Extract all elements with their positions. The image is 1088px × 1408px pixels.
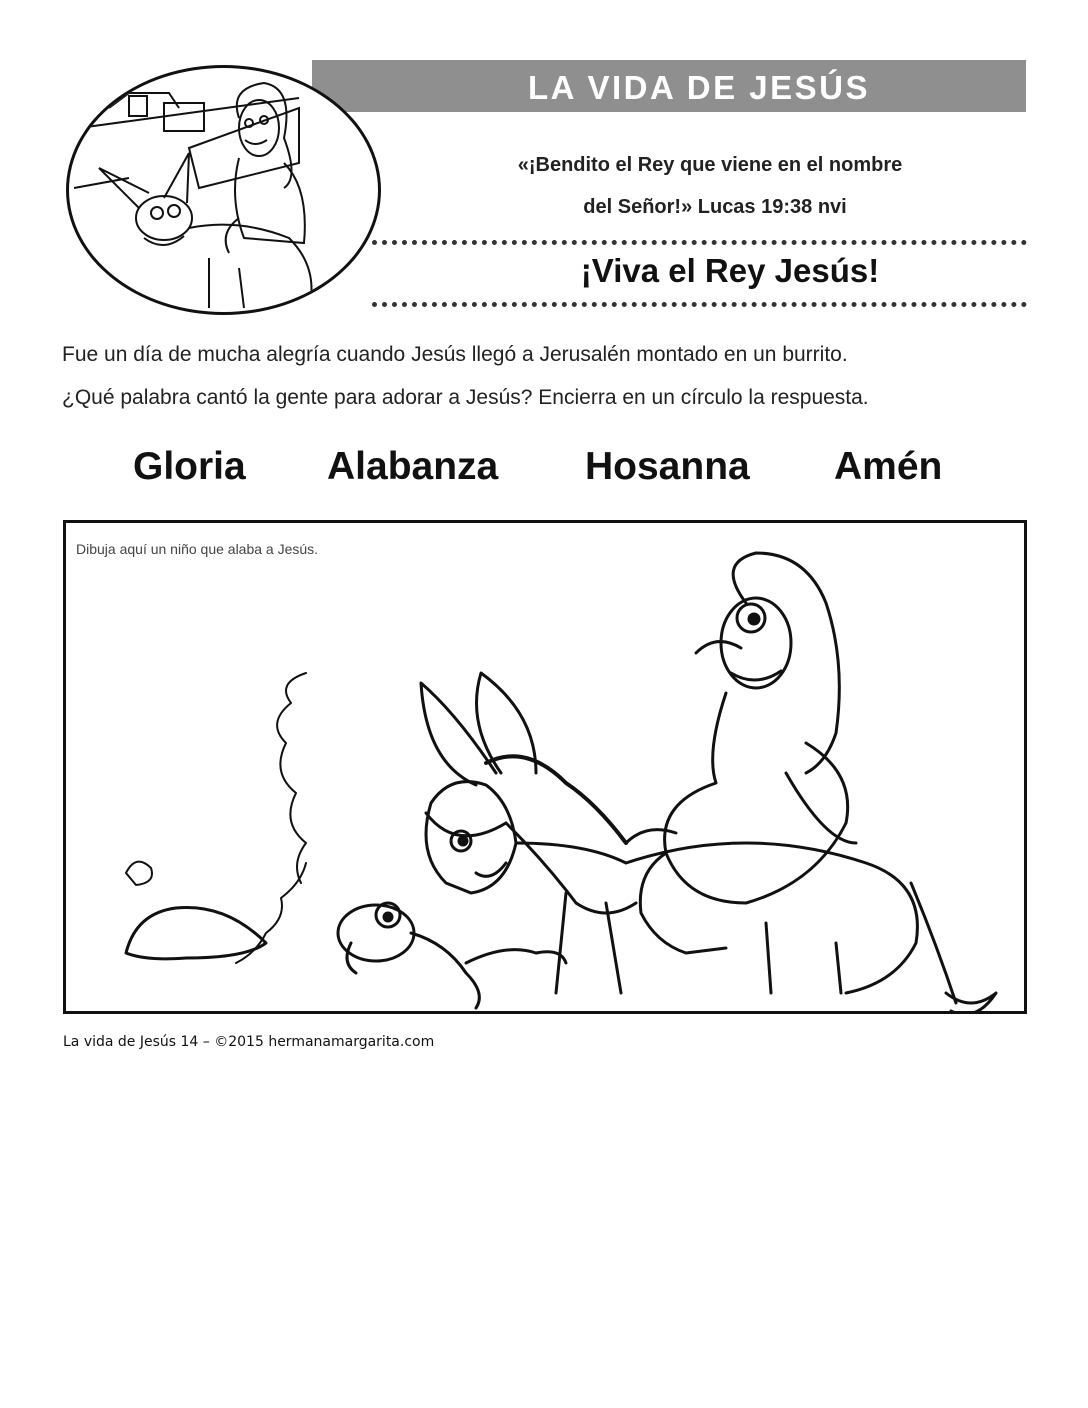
footer-credit: La vida de Jesús 14 – ©2015 hermanamargarita.com — [63, 1034, 435, 1050]
verse-line-2: del Señor!» Lucas 19:38 nvi — [583, 196, 847, 218]
dotted-divider-bottom — [372, 302, 1027, 307]
instruction-line-2: ¿Qué palabra cantó la gente para adorar a Jesús? Encierra en un círculo la respuesta. — [62, 386, 869, 409]
dotted-divider-top — [372, 240, 1027, 245]
jesus-donkey-small-illustration — [69, 68, 379, 313]
drawing-area[interactable] — [63, 520, 1027, 1014]
instruction-line-1: Fue un día de mucha alegría cuando Jesús llegó a Jerusalén montado en un burrito. — [62, 343, 848, 366]
section-subtitle: ¡Viva el Rey Jesús! — [580, 252, 880, 289]
verse-line-1: «¡Bendito el Rey que viene en el nombre — [517, 154, 903, 176]
page-title: LA VIDA DE JESÚS — [528, 69, 870, 106]
choice-gloria[interactable]: Gloria — [133, 445, 246, 488]
oval-illustration — [66, 65, 381, 315]
choice-alabanza[interactable]: Alabanza — [327, 445, 499, 488]
drawing-area-label: Dibuja aquí un niño que alaba a Jesús. — [76, 541, 319, 557]
jesus-donkey-dog-illustration — [66, 523, 1024, 1011]
choice-hosanna[interactable]: Hosanna — [585, 445, 750, 488]
choice-amen[interactable]: Amén — [834, 445, 943, 488]
